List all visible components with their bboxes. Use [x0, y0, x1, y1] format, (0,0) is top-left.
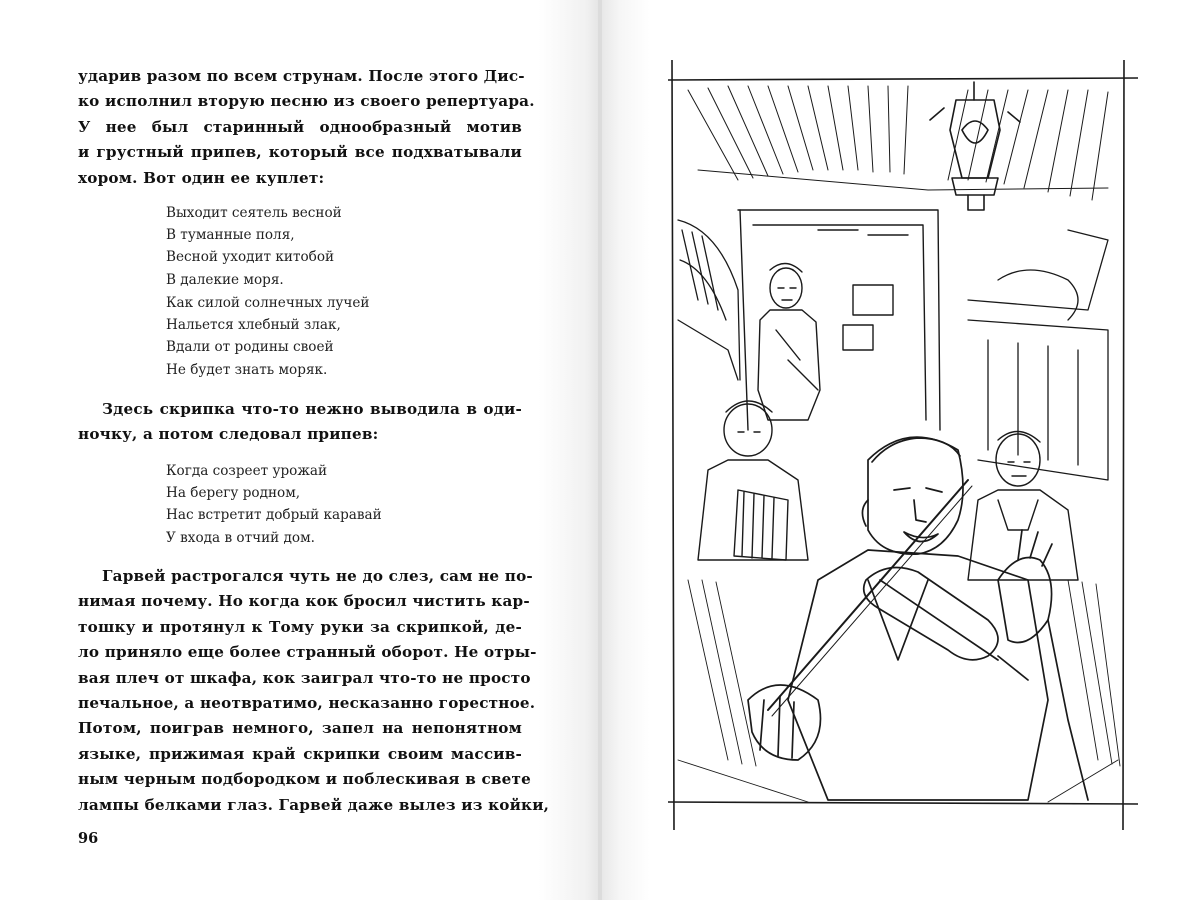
- right-bunk: [968, 230, 1108, 480]
- text-line: ночку, а потом следовал припев:: [78, 425, 379, 444]
- verse-line: Нас встретит добрый каравай: [166, 507, 382, 524]
- text-line: вая плеч от шкафа, кок заиграл что-то не просто: [78, 668, 531, 687]
- paragraph-1: [78, 64, 535, 191]
- verse-line: Выходит сеятель весной: [166, 205, 342, 221]
- lantern-icon: [930, 82, 1020, 210]
- accordion-player: [698, 401, 808, 560]
- text-line: Здесь скрипка что-то нежно выводила в оди-: [102, 400, 522, 418]
- text-line: и грустный припев, который все подхватывали: [78, 143, 522, 162]
- text-line: Гарвей растрогался чуть не до слез, сам не по-: [102, 567, 533, 585]
- text-line: У нее был старинный однообразный мотив: [78, 117, 522, 136]
- text-line: лампы белками глаз. Гарвей даже вылез из койки,: [78, 795, 550, 814]
- text-line: ударив разом по всем струнам. После этого Дис-: [78, 67, 525, 85]
- verse-line: Не будет знать моряк.: [166, 361, 328, 378]
- verse-line: В туманные поля,: [166, 227, 295, 244]
- verse-line: В далекие моря.: [166, 271, 284, 288]
- text-line: языке, прижимая край скрипки своим массив-: [78, 744, 522, 763]
- ceiling-hatching: [688, 86, 1108, 200]
- text-line: ло приняло еще более странный оборот. Не отры-: [78, 643, 537, 662]
- verse-line: Вдали от родины своей: [166, 339, 334, 356]
- verse-stanza-1: [166, 202, 506, 291]
- chorus-stanza: [166, 460, 506, 549]
- text-line: хором. Вот один ее куплет:: [78, 168, 325, 187]
- verse-line: У входа в отчий дом.: [166, 529, 316, 546]
- text-line: нимая почему. Но когда кок бросил чистить кар-: [78, 592, 530, 611]
- text-line: Потом, поиграв немного, запел на непонятном: [78, 719, 522, 738]
- verse-line: Весной уходит китобой: [166, 249, 335, 266]
- paragraph-2: [78, 397, 522, 448]
- verse-line: Нальется хлебный злак,: [166, 317, 341, 334]
- cabin-violinist-illustration: [668, 60, 1138, 830]
- verse-stanza-2: [166, 292, 506, 381]
- left-bunk: [678, 220, 740, 380]
- page-number: 96: [78, 830, 99, 847]
- verse-line: Как силой солнечных лучей: [166, 295, 370, 311]
- text-line: тошку и протянул к Тому руки за скрипкой, де-: [78, 617, 522, 636]
- paragraph-3: [78, 564, 550, 818]
- verse-line: На берегу родном,: [166, 485, 301, 502]
- doorway: [738, 210, 940, 430]
- text-line: печальное, а неотвратимо, несказанно горестное.: [78, 694, 536, 713]
- sailor-in-doorway: [758, 263, 820, 420]
- text-line: ным черным подбородком и поблескивая в свете: [78, 770, 531, 789]
- text-line: ко исполнил вторую песню из своего репертуара.: [78, 92, 535, 111]
- floor-hatching: [678, 580, 1120, 802]
- verse-line: Когда созреет урожай: [166, 463, 328, 479]
